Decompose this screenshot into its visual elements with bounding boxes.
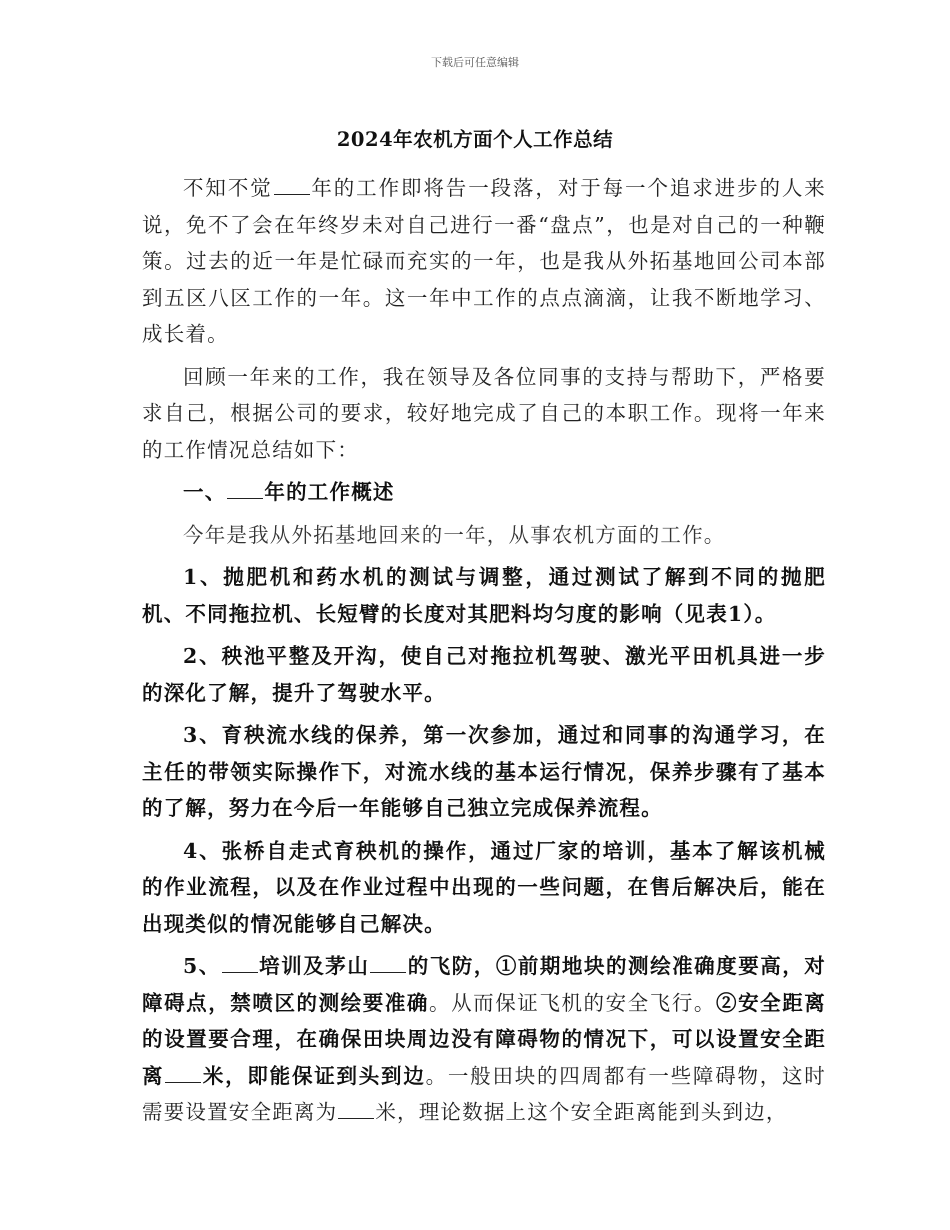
blank-location	[370, 954, 406, 973]
list-item-4: 4、张桥自走式育秧机的操作，通过厂家的培训，基本了解该机械的作业流程，以及在作业过程中出现的一些问题，在售后解决后，能在出现类似的情况能够自己解决。	[142, 838, 826, 936]
intro-text-start: 不知不觉	[183, 176, 273, 200]
review-paragraph: 回顾一年来的工作，我在领导及各位同事的支持与帮助下，严格要求自己，根据公司的要求，较好地完成了自己的本职工作。现将一年来的工作情况总结如下：	[142, 364, 826, 462]
blank-distance	[165, 1064, 201, 1083]
blank-year	[227, 480, 263, 499]
item5-text-4: ②安全距离的设置要合理，在确保田块周边没有障碍物的情况下，可以设置安全距离	[142, 990, 827, 1088]
intro-paragraph	[142, 170, 826, 353]
list-item-5	[142, 948, 826, 1131]
blank-year	[274, 176, 310, 195]
section-heading-1	[142, 474, 826, 511]
blank-distance	[338, 1100, 374, 1119]
blank-location	[222, 954, 258, 973]
item5-number: 5、	[183, 954, 221, 978]
document-title: 2024年农机方面个人工作总结	[336, 128, 614, 151]
list-item-2: 2、秧池平整及开沟，使自己对拖拉机驾驶、激光平田机具进一步的深化了解，提升了驾驶水平。	[142, 644, 826, 705]
list-item-1: 1、抛肥机和药水机的测试与调整，通过测试了解到不同的抛肥机、不同拖拉机、长短臂的长度对其肥料均匀度的影响（见表1）。	[142, 565, 826, 626]
item5-text-1: 培训及茅山	[258, 954, 370, 978]
item5-text-3: 。从而保证飞机的安全飞行。	[429, 990, 716, 1015]
item5-text-2: 的飞防，①前期地块的测绘准确度要高，对障碍点，禁喷区的测绘要准确	[142, 954, 827, 1015]
overview-paragraph: 今年是我从外拓基地回来的一年，从事农机方面的工作。	[183, 522, 726, 547]
intro-text-rest: 年的工作即将告一段落，对于每一个追求进步的人来说，免不了会在年终岁未对自己进行一番“盘点”，也是对自己的一种鞭策。过去的近一年是忙碌而充实的一年，也是我从外拓基地回公司本部到五区八区工作的一年。这一年中工作的点点滴滴，让我不断地学习、成长着。	[142, 176, 826, 346]
list-item-3: 3、育秧流水线的保养，第一次参加，通过和同事的沟通学习，在主任的带领实际操作下，对流水线的基本运行情况，保养步骤有了基本的了解，努力在今后一年能够自己独立完成保养流程。	[142, 723, 826, 820]
section-number: 一、	[183, 480, 227, 504]
item5-text-7: 米，理论数据上这个安全距离能到头到边，	[375, 1100, 788, 1124]
item5-text-6: 。一般田块的四周都有一些障碍物，这时需要设置安全距离为	[142, 1063, 827, 1124]
header-note: 下载后可任意编辑	[431, 56, 519, 69]
section-title: 年的工作概述	[264, 480, 395, 504]
document-body	[142, 170, 826, 1131]
item5-text-5: 米，即能保证到头到边	[202, 1063, 426, 1088]
